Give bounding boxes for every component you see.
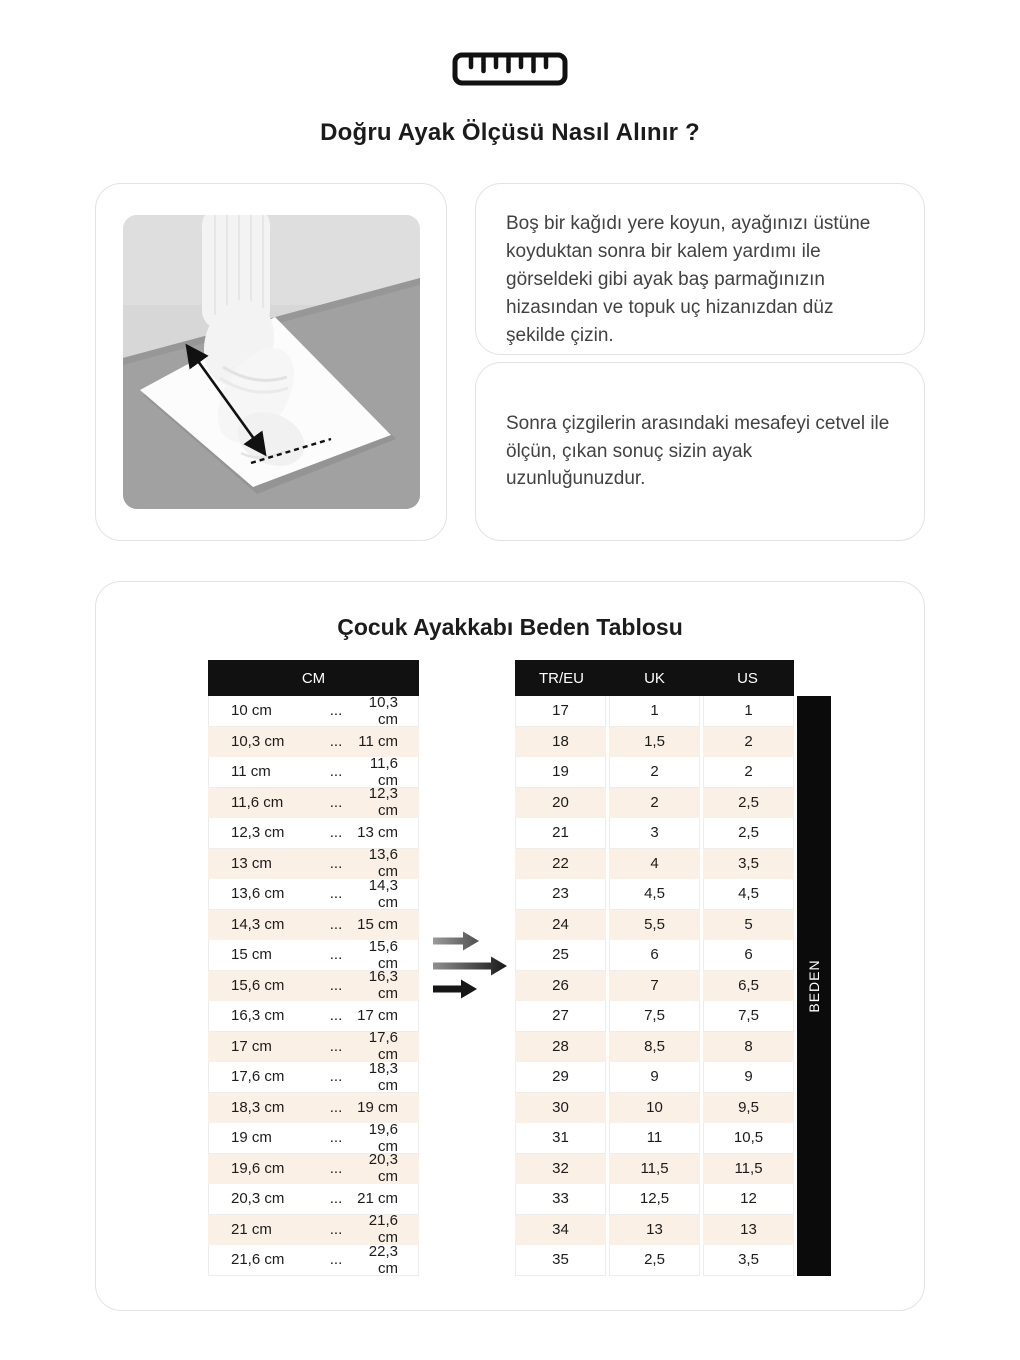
table-row bbox=[208, 1093, 419, 1124]
table-row bbox=[208, 1151, 419, 1186]
table-cell: ... bbox=[329, 1129, 343, 1147]
table-cell: 18,3 cm bbox=[231, 1098, 285, 1116]
table-cell: 1,5 bbox=[609, 727, 700, 758]
table-cell: 17 bbox=[515, 696, 606, 727]
table-cell: 5,5 bbox=[609, 910, 700, 941]
table-cell: ... bbox=[329, 1037, 343, 1055]
table-cell: 21,6 cm bbox=[231, 1251, 285, 1269]
cm-table bbox=[208, 660, 419, 1276]
table-row bbox=[208, 1242, 419, 1277]
table-row bbox=[515, 971, 794, 1002]
table-cell: ... bbox=[329, 824, 343, 842]
table-row bbox=[515, 879, 794, 910]
table-row bbox=[515, 1062, 794, 1093]
table-cell: 20,3 cm bbox=[368, 1151, 398, 1186]
table-cell: 7 bbox=[609, 971, 700, 1002]
table-cell: 18,3 cm bbox=[368, 1059, 398, 1094]
table-cell: ... bbox=[329, 976, 343, 994]
table-cell: 11 cm bbox=[358, 732, 398, 750]
table-cell: ... bbox=[329, 1098, 343, 1116]
table-cell: 10,3 cm bbox=[368, 693, 398, 728]
triple-right-arrows-icon bbox=[419, 913, 515, 1023]
table-cell: 21 cm bbox=[231, 1220, 272, 1238]
table-row bbox=[515, 1123, 794, 1154]
table-cell: 6,5 bbox=[703, 971, 794, 1002]
table-row bbox=[208, 818, 419, 849]
table-cell: 27 bbox=[515, 1001, 606, 1032]
table-cell: ... bbox=[329, 1068, 343, 1086]
table-cell: ... bbox=[329, 946, 343, 964]
table-cell: 13,6 cm bbox=[368, 846, 398, 881]
table-cell: 19 cm bbox=[357, 1098, 398, 1116]
table-row bbox=[208, 1184, 419, 1215]
instruction-step-2-card bbox=[475, 362, 925, 541]
table-cell: 11,6 cm bbox=[231, 793, 284, 811]
size-table bbox=[515, 660, 794, 1276]
table-cell: 21 cm bbox=[357, 1190, 398, 1208]
table-cell: 5 bbox=[703, 910, 794, 941]
table-row bbox=[515, 757, 794, 788]
table-cell: 24 bbox=[515, 910, 606, 941]
table-cell: 16,3 cm bbox=[368, 968, 398, 1003]
table-row bbox=[515, 1245, 794, 1276]
table-row bbox=[515, 1001, 794, 1032]
instruction-step-1-card bbox=[475, 183, 925, 355]
table-cell: 19 bbox=[515, 757, 606, 788]
foot-measurement-photo bbox=[123, 215, 420, 509]
instruction-step-2-text: Sonra çizgilerin arasındaki mesafeyi cetvel ile ölçün, çıkan sonuç sizin ayak uzunluğunuzdur. bbox=[506, 412, 890, 490]
table-row bbox=[515, 727, 794, 758]
table-cell: 12,3 cm bbox=[231, 824, 285, 842]
table-cell: 10 cm bbox=[231, 702, 272, 720]
table-cell: 17,6 cm bbox=[368, 1029, 398, 1064]
size-table-title: Çocuk Ayakkabı Beden Tablosu bbox=[337, 614, 683, 640]
table-cell: 21,6 cm bbox=[368, 1212, 398, 1247]
table-row bbox=[515, 1154, 794, 1185]
table-cell: 30 bbox=[515, 1093, 606, 1124]
table-row bbox=[515, 696, 794, 727]
table-cell: 2,5 bbox=[609, 1245, 700, 1276]
table-cell: ... bbox=[329, 1220, 343, 1238]
page-title: Doğru Ayak Ölçüsü Nasıl Alınır ? bbox=[320, 119, 700, 146]
table-cell: 19,6 cm bbox=[231, 1159, 285, 1177]
size-col-uk: UK bbox=[644, 669, 665, 687]
instruction-step-1-text: Boş bir kağıdı yere koyun, ayağınızı üstüne koyduktan sonra bir kalem yardımı ile görseldeki gibi ayak baş parmağınızın hizasından ve topuk uç hizanızdan düz şekilde çizin. bbox=[506, 213, 871, 346]
table-cell: 14,3 cm bbox=[368, 876, 398, 911]
table-cell: 16,3 cm bbox=[231, 1007, 285, 1025]
table-cell: ... bbox=[329, 763, 343, 781]
table-cell: 22 bbox=[515, 849, 606, 880]
table-cell: ... bbox=[329, 793, 343, 811]
table-cell: 22,3 cm bbox=[368, 1242, 398, 1277]
table-row bbox=[208, 1029, 419, 1064]
table-cell: 17 cm bbox=[357, 1007, 398, 1025]
cm-table-body bbox=[208, 693, 419, 1277]
beden-bar bbox=[797, 696, 831, 1276]
table-cell: 2 bbox=[609, 788, 700, 819]
table-cell: ... bbox=[329, 854, 343, 872]
table-row bbox=[208, 754, 419, 789]
table-cell: 7,5 bbox=[609, 1001, 700, 1032]
table-cell: 2 bbox=[609, 757, 700, 788]
table-cell: 19,6 cm bbox=[368, 1120, 398, 1155]
table-cell: 15 cm bbox=[231, 946, 272, 964]
table-cell: 3 bbox=[609, 818, 700, 849]
table-cell: 23 bbox=[515, 879, 606, 910]
table-cell: 8 bbox=[703, 1032, 794, 1063]
table-row bbox=[515, 818, 794, 849]
table-row bbox=[208, 968, 419, 1003]
table-cell: 35 bbox=[515, 1245, 606, 1276]
table-row bbox=[515, 1093, 794, 1124]
table-cell: 9,5 bbox=[703, 1093, 794, 1124]
instructions-row bbox=[95, 183, 925, 541]
size-table-header bbox=[515, 660, 794, 696]
table-cell: 6 bbox=[703, 940, 794, 971]
beden-label: BEDEN bbox=[806, 959, 822, 1013]
table-cell: 14,3 cm bbox=[231, 915, 285, 933]
table-cell: ... bbox=[329, 915, 343, 933]
table-cell: 4,5 bbox=[703, 879, 794, 910]
table-cell: 20,3 cm bbox=[231, 1190, 285, 1208]
table-cell: 2 bbox=[703, 757, 794, 788]
table-row bbox=[515, 1215, 794, 1246]
table-cell: ... bbox=[329, 885, 343, 903]
table-cell: 13 bbox=[609, 1215, 700, 1246]
table-cell: 1 bbox=[703, 696, 794, 727]
table-cell: 1 bbox=[609, 696, 700, 727]
table-row bbox=[515, 910, 794, 941]
table-row bbox=[208, 1059, 419, 1094]
table-cell: 7,5 bbox=[703, 1001, 794, 1032]
table-row bbox=[208, 937, 419, 972]
table-cell: ... bbox=[329, 1007, 343, 1025]
table-cell: 34 bbox=[515, 1215, 606, 1246]
table-cell: 26 bbox=[515, 971, 606, 1002]
instruction-cards bbox=[475, 183, 925, 541]
table-cell: 13 cm bbox=[231, 854, 272, 872]
table-row bbox=[208, 1001, 419, 1032]
table-cell: 25 bbox=[515, 940, 606, 971]
table-cell: 4,5 bbox=[609, 879, 700, 910]
table-cell: 10 bbox=[609, 1093, 700, 1124]
table-cell: ... bbox=[329, 732, 343, 750]
size-tables bbox=[96, 660, 924, 1276]
table-row bbox=[515, 1032, 794, 1063]
table-cell: 29 bbox=[515, 1062, 606, 1093]
table-row bbox=[515, 788, 794, 819]
table-cell: 19 cm bbox=[231, 1129, 272, 1147]
table-cell: 3,5 bbox=[703, 849, 794, 880]
table-cell: 9 bbox=[703, 1062, 794, 1093]
size-table-section bbox=[95, 581, 925, 1311]
cm-table-header: CM bbox=[208, 660, 419, 696]
table-cell: 21 bbox=[515, 818, 606, 849]
table-cell: 11,6 cm bbox=[369, 754, 398, 789]
table-cell: 2,5 bbox=[703, 788, 794, 819]
table-row bbox=[515, 1184, 794, 1215]
table-cell: 20 bbox=[515, 788, 606, 819]
table-row bbox=[208, 846, 419, 881]
ruler-icon bbox=[452, 52, 568, 86]
table-row bbox=[208, 1120, 419, 1155]
table-cell: 12,5 bbox=[609, 1184, 700, 1215]
table-cell: 31 bbox=[515, 1123, 606, 1154]
table-cell: 6 bbox=[609, 940, 700, 971]
table-row bbox=[208, 693, 419, 728]
table-cell: 12,3 cm bbox=[368, 785, 398, 820]
table-row bbox=[515, 940, 794, 971]
table-row bbox=[208, 785, 419, 820]
table-cell: 10,5 bbox=[703, 1123, 794, 1154]
table-row bbox=[208, 876, 419, 911]
table-cell: 15 cm bbox=[357, 915, 398, 933]
table-cell: 11,5 bbox=[609, 1154, 700, 1185]
table-cell: ... bbox=[329, 1159, 343, 1177]
table-cell: 18 bbox=[515, 727, 606, 758]
table-cell: 4 bbox=[609, 849, 700, 880]
table-cell: 33 bbox=[515, 1184, 606, 1215]
table-cell: 15,6 cm bbox=[368, 937, 398, 972]
size-col-tr-eu: TR/EU bbox=[539, 669, 584, 687]
table-cell: 12 bbox=[703, 1184, 794, 1215]
table-cell: 17 cm bbox=[231, 1037, 272, 1055]
table-row bbox=[208, 727, 419, 758]
table-cell: ... bbox=[329, 1190, 343, 1208]
table-cell: 9 bbox=[609, 1062, 700, 1093]
table-cell: 8,5 bbox=[609, 1032, 700, 1063]
table-row bbox=[208, 1212, 419, 1247]
table-cell: ... bbox=[329, 702, 343, 720]
size-col-us: US bbox=[737, 669, 758, 687]
page-header bbox=[0, 0, 1020, 147]
table-cell: 13 bbox=[703, 1215, 794, 1246]
table-cell: 28 bbox=[515, 1032, 606, 1063]
table-row bbox=[208, 910, 419, 941]
table-cell: 13,6 cm bbox=[231, 885, 285, 903]
table-cell: 10,3 cm bbox=[231, 732, 285, 750]
table-cell: 17,6 cm bbox=[231, 1068, 285, 1086]
table-cell: 13 cm bbox=[357, 824, 398, 842]
table-cell: 15,6 cm bbox=[231, 976, 285, 994]
measurement-photo-card bbox=[95, 183, 447, 541]
table-cell: 2,5 bbox=[703, 818, 794, 849]
table-cell: 2 bbox=[703, 727, 794, 758]
table-cell: 32 bbox=[515, 1154, 606, 1185]
table-cell: 11 bbox=[609, 1123, 700, 1154]
table-cell: ... bbox=[329, 1251, 343, 1269]
table-cell: 11,5 bbox=[703, 1154, 794, 1185]
table-row bbox=[515, 849, 794, 880]
size-table-body bbox=[515, 696, 794, 1276]
table-cell: 3,5 bbox=[703, 1245, 794, 1276]
table-cell: 11 cm bbox=[231, 763, 271, 781]
